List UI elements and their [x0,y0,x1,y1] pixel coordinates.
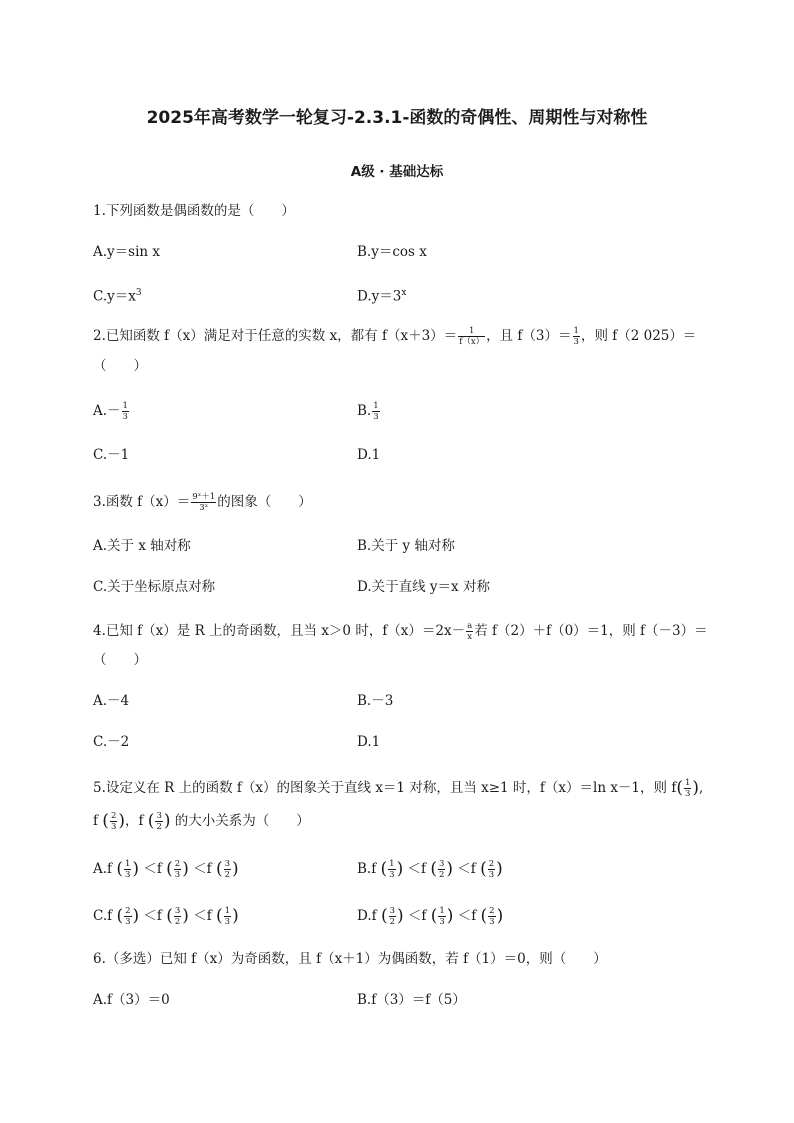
fraction-denominator: 2 [174,917,181,927]
exponent: 3 [135,288,142,298]
option-text: D.y＝3 [357,288,402,305]
fraction-numerator: 1 [373,401,379,411]
fraction-numerator: 3 [156,811,162,821]
fraction [155,811,162,832]
fraction [191,492,216,513]
fraction-numerator: 1 [224,906,231,916]
fraction [389,906,396,927]
option-text: A.－ [93,403,121,419]
fraction [488,859,495,880]
stem-text: 的图象（ ） [217,494,312,510]
fraction-numerator: 1 [124,859,131,869]
fraction-denominator: 3 [439,917,445,927]
exponent: x [401,288,407,298]
stem-text: 2.已知函数 f（x）满足对于任意的实数 x，都有 f（x＋3）＝ [93,328,458,344]
question-3-stem [93,492,703,513]
fraction-numerator: 1 [458,326,485,337]
option-expression: f ( $\frac{2}{3}$ ) ＜f ( $\frac{3}{2}$ ) ＜f ( $\frac{1}{3}$ ) [107,906,239,927]
option-expression: f ( $\frac{3}{2}$ ) ＜f ( $\frac{1}{3}$ ) ＜f ( $\frac{2}{3}$ ) [371,906,504,927]
fraction-numerator: a [467,621,473,631]
fraction-numerator: 2 [488,859,495,869]
fraction-denominator: 2 [224,870,230,880]
question-3-option-d: D.关于直线 y＝x 对称 [357,579,490,595]
fraction [122,401,129,422]
fraction [124,906,131,927]
fraction [458,326,485,347]
question-1-stem: 1.下列函数是偶函数的是（ ） [93,203,295,219]
fraction [372,401,379,422]
fraction-numerator: 1 [573,326,579,336]
question-4-stem-line2: （ ） [93,652,147,668]
fraction-denominator: 2 [156,822,162,832]
fraction [224,859,231,880]
question-5-option-b: B.f ( $\frac{1}{3}$ ) ＜f ( $\frac{3}{2}$ ) ＜f ( $\frac{2}{3}$ ) [357,859,503,880]
fraction-denominator: 3 [489,917,495,927]
fraction-denominator: 3 [125,917,131,927]
stem-text: 5.设定义在 R 上的函数 f（x）的图象关于直线 x＝1 对称，且当 x≥1 时，f（x）＝ln x－1，则 f [93,780,677,796]
question-3-option-a: A.关于 x 轴对称 [93,538,191,554]
fraction [466,621,473,642]
option-text: C.y＝x [93,288,136,305]
question-6-option-b: B.f（3）＝f（5） [357,992,466,1008]
fraction-denominator: 3 [373,412,379,422]
question-5-stem-line2 [93,811,703,832]
question-5-stem: 5.设定义在 R 上的函数 f（x）的图象关于直线 x＝1 对称，且当 x≥1 时，f（x）＝ln x－1，则 f( $\frac{1}{3}$ ), [93,778,704,799]
fraction-denominator: 3 [110,822,117,832]
fraction-numerator: 3 [438,859,445,869]
stem-text: ，则 f（2 025）＝ [580,328,697,344]
question-6-option-a: A.f（3）＝0 [93,992,170,1008]
fraction-denominator: 3 [122,412,128,422]
fraction [174,906,181,927]
question-1-option-d [357,284,406,306]
question-5-option-a: A.f ( $\frac{1}{3}$ ) ＜f ( $\frac{2}{3}$ ) ＜f ( $\frac{3}{2}$ ) [93,859,239,880]
fraction [438,906,445,927]
option-expression: f ( $\frac{1}{3}$ ) ＜f ( $\frac{3}{2}$ ) ＜f ( $\frac{2}{3}$ ) [371,859,503,880]
question-4-option-a: A.－4 [93,693,130,709]
fraction-denominator: 3 [573,337,579,347]
question-2-option-c: C.－1 [93,447,130,463]
fraction [110,811,117,832]
question-4-option-d: D.1 [357,734,381,750]
fraction-numerator: 1 [439,906,445,916]
fraction-denominator: 3 [389,870,395,880]
fraction-numerator: 3 [389,906,395,916]
fraction-numerator: 1 [684,778,691,788]
fraction-numerator: 1 [122,401,128,411]
fraction-numerator: 9ˣ＋1 [192,492,216,502]
question-2-option-a [93,401,130,422]
fraction [438,859,445,880]
question-5-option-d: D.f ( $\frac{3}{2}$ ) ＜f ( $\frac{1}{3}$ ) ＜f ( $\frac{2}{3}$ ) [357,906,504,927]
question-2-stem [93,326,703,347]
fraction-denominator: x [467,632,473,642]
stem-text: 若 f（2）＋f（0）＝1，则 f（－3）＝ [474,623,708,639]
fraction-numerator: 2 [174,859,181,869]
question-2-stem-line2: （ ） [93,358,147,374]
fraction-denominator: 2 [438,870,445,880]
fraction-numerator: 2 [110,811,117,821]
question-2-option-b [357,401,381,422]
question-3-option-c: C.关于坐标原点对称 [93,579,216,595]
fraction-denominator: 3 [124,870,131,880]
fraction [124,859,131,880]
question-4-option-b: B.－3 [357,693,394,709]
stem-text: 的大小关系为（ ） [174,813,310,829]
fraction [388,859,395,880]
question-1-option-a: A.y＝sin x [93,244,161,260]
question-3-option-b: B.关于 y 轴对称 [357,538,455,554]
fraction [174,859,181,880]
fraction-numerator: 3 [224,859,230,869]
section-subtitle: A级 · 基础达标 [350,164,444,180]
option-text: B. [357,403,372,419]
fraction [224,906,231,927]
question-1-option-c [93,284,142,306]
question-1-option-b: B.y＝cos x [357,244,427,260]
fraction [684,778,691,799]
option-expression: f ( $\frac{1}{3}$ ) ＜f ( $\frac{2}{3}$ ) ＜f ( $\frac{3}{2}$ ) [107,859,239,880]
fraction-numerator: 2 [125,906,131,916]
fraction-numerator: 1 [389,859,395,869]
fraction-denominator: 3 [488,870,495,880]
page-title: 2025年高考数学一轮复习-2.3.1-函数的奇偶性、周期性与对称性 [146,108,648,128]
question-6-stem: 6.（多选）已知 f（x）为奇函数，且 f（x＋1）为偶函数，若 f（1）＝0，则（ ） [93,951,607,967]
fraction [573,326,580,347]
fraction-denominator: 3 [174,870,181,880]
question-4-option-c: C.－2 [93,734,130,750]
stem-text: 3.函数 f（x）＝ [93,494,191,510]
fraction-denominator: f（x） [459,337,485,347]
stem-fractions: f ( $\frac{2}{3}$ )，f ( $\frac{3}{2}$ ) [93,811,171,832]
fraction-denominator: 3ˣ [199,503,209,513]
fraction-denominator: 2 [389,917,395,927]
fraction [488,906,495,927]
stem-text: 4.已知 f（x）是 R 上的奇函数，且当 x＞0 时，f（x）＝2x－ [93,623,466,639]
fraction-numerator: 2 [489,906,495,916]
question-2-option-d: D.1 [357,447,381,463]
question-4-stem [93,621,708,642]
question-5-option-c: C.f ( $\frac{2}{3}$ ) ＜f ( $\frac{3}{2}$ ) ＜f ( $\frac{1}{3}$ ) [93,906,239,927]
fraction-denominator: 3 [224,917,231,927]
fraction-denominator: 3 [684,789,691,799]
stem-text: ，且 f（3）＝ [486,328,572,344]
fraction-numerator: 3 [174,906,181,916]
